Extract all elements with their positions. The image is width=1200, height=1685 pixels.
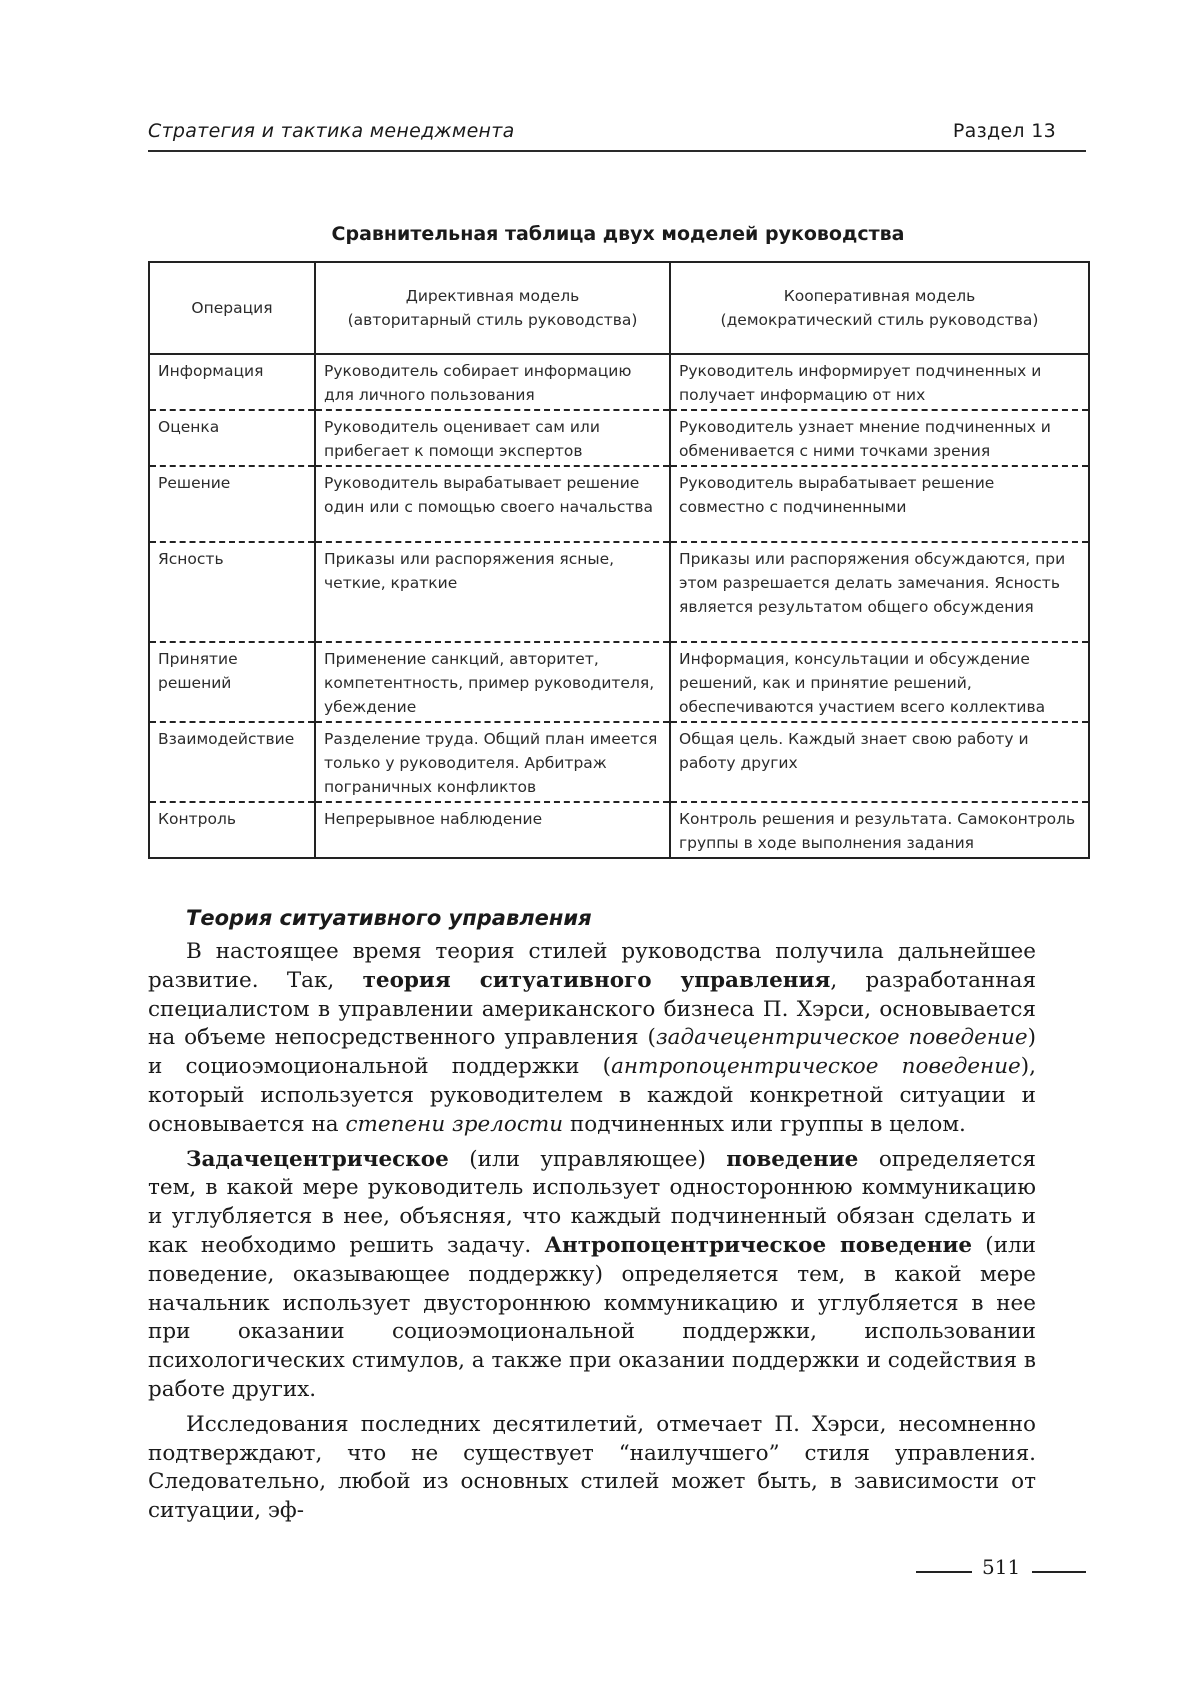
italic-term: степени зрелости bbox=[345, 1111, 564, 1137]
page-number: 511 bbox=[982, 1555, 1021, 1579]
cell-cooperative: Руководитель информирует подчиненных и получает информацию от них bbox=[670, 354, 1089, 410]
section-heading: Теория ситуативного управления bbox=[186, 906, 592, 930]
cell-cooperative: Приказы или распоряжения обсуждаются, при этом разрешается делать замечания. Ясность является результатом общего обсуждения bbox=[670, 542, 1089, 642]
footer-rule bbox=[916, 1571, 972, 1573]
running-header bbox=[148, 118, 1086, 152]
table-row bbox=[149, 354, 1089, 410]
comparison-table bbox=[148, 261, 1090, 859]
cell-cooperative: Информация, консультации и обсуждение решений, как и принятие решений, обеспечиваются участием всего коллектива bbox=[670, 642, 1089, 722]
table-row bbox=[149, 722, 1089, 802]
cell-directive: Руководитель вырабатывает решение один или с помощью своего начальства bbox=[315, 466, 670, 542]
cell-directive: Непрерывное наблюдение bbox=[315, 802, 670, 858]
bold-term: Задачецентрическое bbox=[186, 1146, 449, 1172]
footer-rule bbox=[1032, 1571, 1086, 1573]
cell-cooperative: Общая цель. Каждый знает свою работу и работу других bbox=[670, 722, 1089, 802]
section-label: Раздел 13 bbox=[952, 120, 1056, 142]
bold-term: поведение bbox=[726, 1146, 859, 1172]
cell-cooperative: Руководитель вырабатывает решение совместно с подчиненными bbox=[670, 466, 1089, 542]
italic-term: антропоцентрическое поведение bbox=[611, 1054, 1021, 1080]
book-title: Стратегия и тактика менеджмента bbox=[148, 120, 515, 142]
cell-directive: Руководитель собирает информацию для личного пользования bbox=[315, 354, 670, 410]
table-row bbox=[149, 802, 1089, 858]
italic-term: задачецентрическое поведение bbox=[655, 1025, 1028, 1051]
bold-term: теория ситуативного управления bbox=[362, 967, 831, 993]
cell-cooperative: Контроль решения и результата. Самоконтроль группы в ходе выполнения задания bbox=[670, 802, 1089, 858]
cell-directive: Разделение труда. Общий план имеется только у руководителя. Арбитраж пограничных конфликтов bbox=[315, 722, 670, 802]
cell-operation: Информация bbox=[149, 354, 315, 410]
column-header-directive: Директивная модель (авторитарный стиль руководства) bbox=[315, 262, 670, 354]
table-row bbox=[149, 410, 1089, 466]
body-text bbox=[148, 938, 1036, 1532]
cell-operation: Ясность bbox=[149, 542, 315, 642]
cell-operation: Взаимодействие bbox=[149, 722, 315, 802]
column-header-cooperative: Кооперативная модель (демократический стиль руководства) bbox=[670, 262, 1089, 354]
bold-term: Антропоцентрическое поведение bbox=[544, 1232, 973, 1258]
table-header-row bbox=[149, 262, 1089, 354]
paragraph: В настоящее время теория стилей руководства получила дальнейшее развитие. Так, теория ситуативного управления, разработанная специалистом в управлении американского бизнеса П. Хэрси, основывается на объеме непосредственного управления (задачецентрическое поведение) и социоэмоциональной поддержки (антропоцентрическое поведение), который используется руководителем в каждой конкретной ситуации и основывается на степени зрелости подчиненных или группы в целом. bbox=[148, 939, 1037, 1137]
cell-operation: Решение bbox=[149, 466, 315, 542]
paragraph: Задачецентрическое (или управляющее) поведение определяется тем, в какой мере руководитель использует одностороннюю коммуникацию и углубляется в нее, объясняя, что каждый подчиненный обязан сделать и как необходимо решить задачу. Антропоцентрическое поведение (или поведение, оказывающее поддержку) определяется тем, в какой мере начальник использует двустороннюю коммуникацию и углубляется в нее при оказании социоэмоциональной поддержки, использовании психологических стимулов, а также при оказании поддержки и содействия в работе других. bbox=[148, 1146, 1037, 1402]
table-row bbox=[149, 642, 1089, 722]
cell-operation: Принятие решений bbox=[149, 642, 315, 722]
table-title: Сравнительная таблица двух моделей руководства bbox=[331, 223, 905, 245]
paragraph: Исследования последних десятилетий, отмечает П. Хэрси, несомненно подтверждают, что не существует “наилучшего” стиля управления. Следовательно, любой из основных стилей может быть, в зависимости от ситуации, эф- bbox=[148, 1411, 1036, 1524]
cell-cooperative: Руководитель узнает мнение подчиненных и обменивается с ними точками зрения bbox=[670, 410, 1089, 466]
table-row bbox=[149, 542, 1089, 642]
table-row bbox=[149, 466, 1089, 542]
column-header-operation: Операция bbox=[149, 262, 315, 354]
cell-directive: Приказы или распоряжения ясные, четкие, краткие bbox=[315, 542, 670, 642]
cell-operation: Контроль bbox=[158, 810, 237, 828]
cell-operation: Оценка bbox=[149, 410, 315, 466]
cell-directive: Руководитель оценивает сам или прибегает к помощи экспертов bbox=[315, 410, 670, 466]
cell-directive: Применение санкций, авторитет, компетентность, пример руководителя, убеждение bbox=[315, 642, 670, 722]
page-footer bbox=[916, 1555, 1086, 1583]
